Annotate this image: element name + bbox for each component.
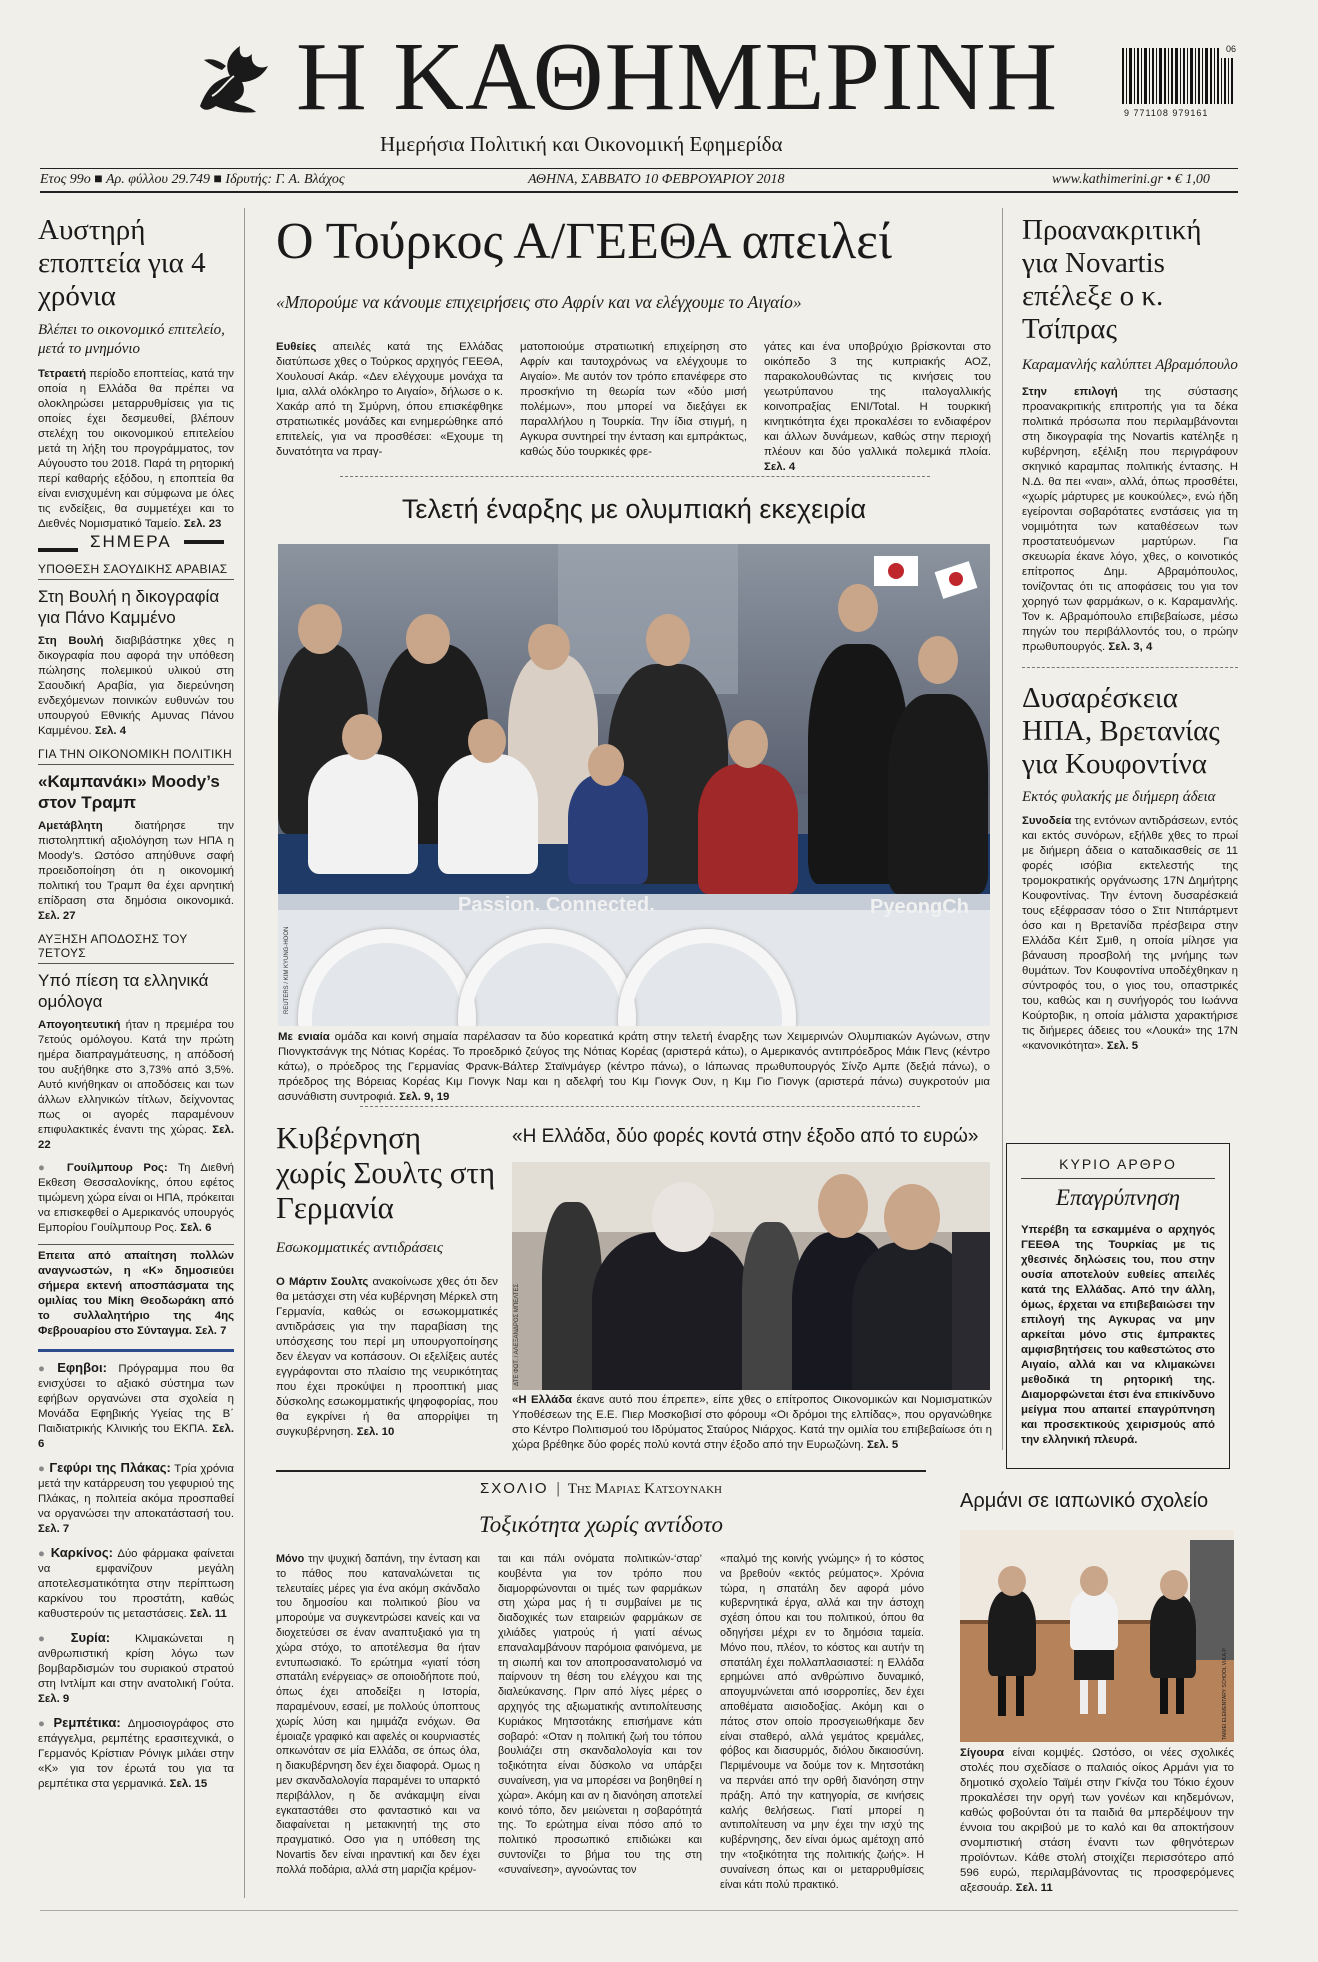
brief-2: ● Γεφύρι της Πλάκας: Τρία χρόνια μετά την κατάρρευση του γεφυριού της Πλάκας, η πολιτεία ακόμα προσπαθεί να οργανώσει την αποκατάστασή του. Σελ. 7 bbox=[38, 1460, 234, 1537]
olympic-title: Τελετή έναρξης με ολυμπιακή εκεχειρία bbox=[401, 494, 867, 524]
today-item-2: ΓΙΑ ΤΗΝ ΟΙΚΟΝΟΜΙΚΗ ΠΟΛΙΤΙΚΗ «Καμπανάκι» Moody’s στον Τραμπ Αμετάβλητη διατήρησε την πιστοληπτική αξιολόγηση των ΗΠΑ η Moody’s. Ωστόσο απηύθυνε σαφή προειδοποίηση ότι η οικονομική πολιτική του Τραμπ θα έχει αρνητική επίδραση στα δημόσια οικονομικά. Σελ. 27 bbox=[38, 747, 234, 922]
olympic-caption: Με ενιαία ομάδα και κοινή σημαία παρέλασαν τα δύο κορεατικά κράτη στην τελετή έναρξης των Χειμερινών Ολυμπιακών Αγώνων, στην Πιονγκτσάνγκ της Νότιας Κορέας. Το προεδρικό ζεύγος της Νότιας Κορέας (αριστερά κάτω), ο Αμερικανός αντιπρόεδρος Μάικ Πενς (κέντρο κάτω), ο πρόεδρος της Γερμανίας Φρανκ-Βάλτερ Σταϊνμάγερ (κέντρο πάνω), ο Ιάπωνας πρωθυπουργός Σίνζο Αμπε (δεξιά πάνω), ο πρόεδρος της Βόρειας Κορέας Κιμ Γιονγκ Ναμ και η αδελφή του Κιμ Γιονγκ Ουν, η Κιμ Γιο Γιονγκ (αριστερά πάνω) συγκροτούν μια ασυνάθιστη συντροφιά. Σελ. 9, 19 bbox=[278, 1031, 990, 1103]
main-col-3: γάτες και ένα υποβρύχιο βρίσκονται στο οικόπεδο 3 της κυπριακής ΑΟΖ, παρακολουθώντας τις κινήσεις του γεωτρύπανου της ιταλογαλλικής κοινοπραξίας ENI/Total. Η τουρκική κινητικότητα έχει προκαλέσει το ενδιαφέρον και άλλων δυνάμεων, καθώς στην περιοχή πλέουν και δύο γαλλικά πολεμικά πλοία. Σελ. 4 bbox=[764, 341, 991, 473]
brief-3: ● Καρκίνος: Δύο φάρμακα φαίνεται να εμφανίζουν μεγάλη αποτελεσματικότητα στην περίπτωση καρκίνου του προστάτη, καθώς καθυστερούν τις μεταστάσεις. Σελ. 11 bbox=[38, 1545, 234, 1622]
today-label: ΣΗΜΕΡΑ bbox=[90, 532, 172, 551]
main-subhead: «Μπορούμε να κάνουμε επιχειρήσεις στο Αφρίν και να ελέγχουμε το Αιγαίο» bbox=[276, 292, 802, 312]
germany-subtitle: Εσωκομματικές αντιδράσεις bbox=[276, 1240, 443, 1256]
moscovici-title: «Η Ελλάδα, δύο φορές κοντά στην έξοδο από το ευρώ» bbox=[512, 1126, 979, 1147]
masthead-subtitle: Ημερήσια Πολιτική και Οικονομική Εφημερίδα bbox=[380, 132, 783, 156]
brief-1: ● Εφηβοι: Πρόγραμμα που θα ενισχύσει το αξιακό σύστημα των εφήβων οργανώνει στα σχολεία η Μονάδα Εφηβικής Υγείας της Β΄ Παιδιατρικής Κλινικής του ΕΚΠΑ. Σελ. 6 bbox=[38, 1360, 234, 1452]
today-item-1: ΥΠΟΘΕΣΗ ΣΑΟΥΔΙΚΗΣ ΑΡΑΒΙΑΣ Στη Βουλή η δικογραφία για Πάνο Καμμένο Στη Βουλή διαβιβάστηκε χθες η δικογραφία που αφορά την υπόθεση πώλησης πολεμικού υλικού στη Σαουδική Αραβία, για διερεύνηση ενδεχόμενων ποινικών ευθυνών του υπουργού Εθνικής Αμυνας Πάνου Καμμένου. Σελ. 4 bbox=[38, 562, 235, 737]
left-column bbox=[38, 214, 234, 1792]
comment-title: Τοξικότητα χωρίς αντίδοτο bbox=[479, 1512, 723, 1537]
left-lead-subtitle: Βλέπει το οικονομικό επιτελείο, μετά το μνημόνιο bbox=[38, 322, 225, 357]
armani-photo-credit: TAIMEI ELEMENTARY SCHOOL VIA A.P. bbox=[1222, 1647, 1228, 1740]
moscovici-caption: «Η Ελλάδα έκανε αυτό που έπρεπε», είπε χθες ο επίτροπος Οικονομικών και Νομισματικών Υποθέσεων της Ε.Ε. Πιερ Μοσκοβισί στο φόρουμ «Οι δρόμοι της ελπίδας», που οργανώθηκε στο Κέντρο Πολιτισμού του Ιδρύματος Σταύρος Νιάρχος. Κατά την ομιλία του επιβεβαίωσε ότι η χώρα βρέθηκε δύο φορές πολύ κοντά στην έξοδο από την Ευρωζώνη. Σελ. 5 bbox=[512, 1394, 992, 1451]
editorial-box bbox=[1006, 1143, 1230, 1469]
today-item-3: ΑΥΞΗΣΗ ΑΠΟΔΟΣΗΣ ΤΟΥ 7ΕΤΟΥΣ Υπό πίεση τα ελληνικά ομόλογα Απογοητευτική ήταν η πρεμιέρα του 7ετούς ομόλογου. Κατά την πρώτη ημέρα διαπραγμάτευσης, η απόδοσή του αυξήθηκε στο 3,73% από 3,5%. Αυτό κινήθηκαν οι αποδόσεις και των άλλων ελληνικών τίτλων, δείχνοντας πως οι αγορές παραμένουν επιφυλακτικές έναντι της χώρας. Σελ. 22 bbox=[38, 932, 234, 1151]
main-col-1: Ευθείες απειλές κατά της Ελλάδας διατύπωσε χθες ο Τούρκος αρχηγός ΓΕΕΘΑ, Χουλουσί Ακάρ. «Δεν ελέγχουμε μονάχα τα Ιμια, αλλά ολόκληρο το Αιγαίο», δήλωσε ο κ. Χακάρ από τη Σμύρνη, όπου επισκέφθηκε στρατιωτικές μονάδες και ενημερώθηκε από επιτελείς, για να προσθέσει: «Εχουμε τη δυνατότητα να πραγ- bbox=[276, 341, 503, 458]
price: € 1,00 bbox=[1174, 172, 1210, 187]
germany-text: Ο Μάρτιν Σουλτς ανακοίνωσε χθες ότι δεν θα μετάσχει στη νέα κυβέρνηση Μέρκελ στη Γερμανία, καθώς οι εσωκομματικές αντιδράσεις για την παραβίαση της υπόσχεσης του περί μη υπουργοποίησης δεν έλεγαν να κοπάσουν. Οι εξελίξεις αυτές εγγράφονται στο πλαίσιο της νευρικότητας που έχει προκύψει η προοπτική μιας δύσκολης εσωκομματικής ψηφοφορίας, που θα εγκρίνει ή θα απορρίψει τη συγκυβέρνηση. Σελ. 10 bbox=[276, 1276, 498, 1438]
comment-col-3: «παλμό της κοινής γνώμης» ή το κόστος να βρεθούν «εκτός ρεύματος». Χρόνια τώρα, η σπατάλη δεν αφορά μόνο κυβερνητικά έργα, αλλά και την άστοχη σχέση όπου και του πολιτικού, όπου θα οδηγήσει μέχρι εν το δημόσια ταμεία. Μόνο που, πλέον, το κόστος και αυτήν τη σπατάλη έχει πολλαπλασιαστεί: η Ελλάδα ερημώνει από ανθρώπινο δυναμικό, απογυμνώνεται από ισορροπίες, δεν έχει αποθέματα αισιοδοξίας. Ακόμη και ο πάτος στον οποίο προσγειωθήκαμε δεν είναι σταθερό, αλλά γεμάτος κρεμάλες, φόβος και διασυρμός, διόλου δικαιοσύνη. Περιμένουμε να δούμε τον κ. Μητσοτάκη να περνάει από την ορθή διανόηση στην πράξη. Από την κατηγορία, σε κινήσεις καλής θελήσεως. Γιατί μπορεί η αντιπολίτευση να μην έχει την ισχύ της κυβέρνησης, δεν είναι όμως αμέτοχη από την «τοξικότητα της πολιτικής ζωής». Η συναίνεση όπως και οι μεταρρυθμίσεις είναι κάτι πολύ πρακτικό. bbox=[720, 1553, 924, 1891]
theodorakis-note: Επειτα από απαίτηση πολλών αναγνωστών, η «Κ» δημοσιεύει σήμερα εκτενή αποσπάσματα της ομιλίας του Μίκη Θεοδωράκη από το συλλαλητήριο της 4ης Φεβρουαρίου στο Σύνταγμα. Σελ. 7 bbox=[38, 1250, 234, 1337]
armani-text: Σίγουρα είναι κομψές. Ωστόσο, οι νέες σχολικές στολές που σχεδίασε ο παλαιός οίκος Αρμάνι για το δημοτικό σχολείο Ταϊμέι στην Γκίνζα του Τόκιο έχουν προκαλέσει την οργή των γονέων και κηδεμόνων, καθώς φοβούνται ότι τα παιδιά θα μπερδέψουν την έννοια του ακριβού με το καλό και θα αποκτήσουν σνομπιστική στάση έναντι των φθηνότερων προϊόντων. Κάθε στολή στοιχίζει περισσότερο από 596 ευρώ, περιλαμβάνοντας τις προσφερόμενες αξεσουάρ. Σελ. 11 bbox=[960, 1747, 1234, 1894]
issue-date: ΑΘΗΝΑ, ΣΑΒΒΑΤΟ 10 ΦΕΒΡΟΥΑΡΙΟΥ 2018 bbox=[528, 172, 785, 187]
today-item-3-title: Υπό πίεση τα ελληνικά ομόλογα bbox=[38, 971, 209, 1011]
issue-web-price: www.kathimerini.gr • € 1,00 bbox=[1052, 172, 1210, 187]
brief-4: ● Συρία: Κλιμακώνεται η ανθρωπιστική κρίση λόγω των βομβαρδισμών του συριακού στρατού στη Ιντλίμπ και στην ανατολική Γούτα. Σελ. 9 bbox=[38, 1630, 234, 1707]
editorial-label: ΚΥΡΙΟ ΑΡΘΡΟ bbox=[1059, 1156, 1177, 1172]
right-column bbox=[1022, 214, 1238, 1054]
left-lead-text: Τετραετή περίοδο εποπτείας, κατά την οποία η Ελλάδα θα πρέπει να ολοκληρώσει μεταρρυθμίσεις για τις οποίες έχει δεσμευθεί, βλέπουν στελέχη του οικονομικού επιτελείου μετά τη λήξη του προγράμματος, τον Αύγουστο του 2018. Παρά τη ρητορική περί καθαρής εξόδου, η εποπτεία θα είναι ενισχυμένη και σύμφωνα με όλες τις ενδείξεις, θα συμμετέχει και το Διεθνές Νομισματικό Ταμείο. Σελ. 23 bbox=[38, 368, 234, 530]
moscovici-photo-credit: ΔΤΕ ΦΩΤ. / ΑΛΕΞΑΝΔΡΟΣ ΜΠΕΛΤΕΣ bbox=[514, 1283, 520, 1386]
comment-col-1: Μόνο την ψυχική δαπάνη, την ένταση και το πάθος που καταναλώνεται τις τελευταίες μέρες για ένα ακόμη σκάνδαλο του δημοσίου και πολιτικού βίου να μπορούμε να συγκεντρώσει κανείς και να διοχετεύσει σε έναν αναπτυξιακό για τη χώρα στόχο, το αποτέλεσμα θα ήταν εντυπωσιακό. Το ερώτημα «γιατί τόση σπατάλη ενέργειας» σε οποιοδήποτε πού, όπως έχει αποδείξει η Ιστορία, παραμένουν, εσαεί, με πολλούς ύποπτους χωρίς λύση και ημιμάζα ενόχων. Θα έμοιαζε γραφικό και αφελές οι κουρνιαστές οπκωνόταν σε μία Ελλάδα, σε όπως όλα, η διακυβέρνηση δεν έχει διαφορά. Ομως η μεν σκανδαλολογία παραμένει το υπαρκτό περιβάλλον, η δε ανάκαμψη είναι εγκαταστάθει στο φανταστικό και να διαφαίνεται η μετακινητή της στο πραγματικό. Οσο για η υπόθεση της Novartis δεν είναι ιηραντική και δεν έχει πολλά ποδάρια, αλλά στη μαριζία κρέμον- bbox=[276, 1553, 480, 1876]
brief-5: ● Ρεμπέτικα: Δημοσιογράφος στο επάγγελμα, ρεμπέτης ερασιτεχνικά, ο Γερμανός Κρίστιαν Ρόνιγκ μιλάει στην «Κ» για τον έρωτά του για τα ρεμπέτικα στα γερμανικά. Σελ. 15 bbox=[38, 1715, 234, 1792]
today-item-1-title: Στη Βουλή η δικογραφία για Πάνο Καμμένο bbox=[38, 587, 220, 627]
moscovici-photo bbox=[512, 1162, 990, 1390]
editorial-text: Υπερέβη τα εσκαμμένα ο αρχηγός ΓΕΕΘΑ της Τουρκίας με τις χθεσινές δηλώσεις του, που στην ουσία αποτελούν ευθείες απειλές κατά της Ελλάδας. Από την άλλη, όμως, έρχεται να επιβεβαιώσει την επιλογή της Αγκυρας να μην αρκείται μόνο στις έμπρακτες αμφισβητήσεις του καθεστώτος στο Αιγαίο, αλλά και να κλιμακώνει μεθοδικά τη ρητορική της. Διαμορφώνεται έτσι ένα επικίνδυνο μείγμα που απαιτεί επαγρύπνηση και προσεκτικούς χειρισμούς από την ελληνική πλευρά. bbox=[1021, 1224, 1215, 1446]
today-item-2-title: «Καμπανάκι» Moody’s στον Τραμπ bbox=[38, 772, 220, 812]
koufontina-subtitle: Εκτός φυλακής με διήμερη άδεια bbox=[1022, 789, 1216, 805]
masthead-title: Η ΚΑΘΗΜΕΡΙΝΗ bbox=[296, 23, 1059, 131]
editorial-title: Επαγρύπνηση bbox=[1055, 1185, 1181, 1210]
koufontina-title: Δυσαρέσκεια ΗΠΑ, Βρετανίας για Κουφοντίνα bbox=[1022, 682, 1220, 780]
issue-number: Αρ. φύλλου 29.749 bbox=[105, 172, 210, 187]
brief-goulimpour: ● Γουίλμπουρ Ρος: Τη Διεθνή Εκθεση Θεσσαλονίκης, όπου εφέτος τιμώμενη χώρα είναι οι ΗΠΑ, πρόκειται να επισκεφθεί ο Αμερικανός υπουργός Εμπορίου Γουίλμπουρ Ρος. Σελ. 6 bbox=[38, 1161, 234, 1236]
issue-info: Ετος 99ο ■ Αρ. φύλλου 29.749 ■ Ιδρυτής: Γ. Α. Βλάχος bbox=[40, 172, 345, 187]
photo-sign-1: Passion. Connected. bbox=[458, 894, 655, 916]
novartis-title: Προανακριτική για Novartis επέλεξε ο κ. Τσίπρας bbox=[1022, 214, 1202, 345]
germany-title: Κυβέρνηση χωρίς Σουλτς στη Γερμανία bbox=[276, 1120, 496, 1225]
website-link[interactable]: www.kathimerini.gr bbox=[1052, 172, 1163, 187]
comment-col-2: ται και πάλι ονόματα πολιτικών-‘σταρ’ κουβέντα για τον τρόπο που διαμορφώνονται οι τιμές των φαρμάκων στη χώρα μας ή τι συμβαίνει με τις διαδοχικές των εταιρειών φαρμάκων σε χιλιάδες γιατρούς ή γιατί αένως επαναλαμβάνουν παρόμοια φαινόμενα, με τη σιωπή και τον αποπροσανατολισμό να παίρνουν τη θέση του ελέγχου και της διαλεύκανσης. Πριν από λίγες μέρες ο αρχηγός της αξιωματικής αντιπολίτευσης Κυριάκος Μητσοτάκης επισήμανε κάτι σοβαρό: «Οταν η πολιτική ζωή του τόπου βουλιάζει στη σκανδαλολογία και τον τοξικότητα είναι δύσκολο να υπάρξει συναίνεση, για να μπορέσει να βοηθηθεί η χώρα». Ακόμη και αν η διανόηση αποτελεί κοινό τόπο, δεν μειώνεται η σοβαρότητά της. Το ερώτημα είναι πόσο από το πολιτικό προσωπικό επιδιώκει και συντονίζει το βήμα του της στη «συναίνεση», αγνοώντας τον bbox=[498, 1553, 702, 1876]
issue-year: Ετος 99ο bbox=[40, 172, 91, 187]
left-lead-title: Αυστηρή εποπτεία για 4 χρόνια bbox=[38, 214, 206, 312]
armani-title: Αρμάνι σε ιαπωνικό σχολείο bbox=[960, 1490, 1209, 1512]
koufontina-text: Συνοδεία της εντόνων αντιδράσεων, εντός και εκτός συνόρων, εξήλθε χθες το πρωί με διήμερη άδεια ο καταδικασθείς σε 11 φορές ισόβια εκτελεστής της τρομοκρατικής οργάνωσης 17Ν Δημήτρης Κουφοντίνας. Την έντονη δυσαρέσκειά τους εξέφρασαν τόσο ο Στιτ Ντιπάρτμεντ όσο και η Βρετανίδα πρέσβειρα στην Ελλάδα Κέιτ Σμιθ, η οποία μίλησε για βάναυση προσβολή της μνήμης των θυμάτων. Τον Κουφοντίνα υποδέχθηκαν η σύντροφός του, ο γιος του, οπαστρικές του, καθώς και η συνήγορός του Ιωάννα Κούρτοβικ, η οποία μάλιστα χαρακτήρισε τις διήμερες άδειες του «Λουκά» της 17Ν «κανονικότητα». Σελ. 5 bbox=[1022, 815, 1238, 1052]
comment-label: ΣΧΟΛΙΟ bbox=[480, 1480, 549, 1497]
barcode-digits: 9 771108 979161 bbox=[1124, 108, 1209, 118]
issue-founder: Ιδρυτής: Γ. Α. Βλάχος bbox=[225, 172, 345, 187]
comment-header: ΣΧΟΛΙΟ | Της Μαριας Κατσουνακη bbox=[480, 1480, 722, 1497]
olympic-photo-credit: REUTERS / KIM KYUNG-HOON bbox=[284, 926, 290, 1014]
novartis-subtitle: Καραμανλής καλύπτει Αβραμόπουλο bbox=[1022, 357, 1238, 373]
main-col-2: ματοποιούμε στρατιωτική επιχείρηση στο Αφρίν και ταυτοχρόνως να ελέγχουμε το Αιγαίο». Με αυτόν τον τρόπο επανέφερε στο προσκήνιο τη θεωρία των «δύο μισή πολέμων», που μπορεί να διεξάγει εκ παραλλήλου η Τουρκία. Την ίδια στιγμή, η Αγκυρα συντηρεί την ένταση και εμπράκτως, καθώς δύο τουρκικές φρε- bbox=[520, 341, 747, 458]
photo-sign-2: PyeongCh bbox=[870, 896, 969, 918]
novartis-text: Στην επιλογή της σύστασης προανακριτικής επιτροπής για τα δέκα πολιτικά πρόσωπα που περιλαμβάνονται στη δικογραφία της Novartis κατέληξε η κυβέρνηση, εξέλιξη που περιγράφουν σκηνικό καραμπας πολιτικής έντασης. Η Ν.Δ. θα πει «ναι», αλλά, όπως προσθέτει, «χωρίς μάρτυρες με κουκούλες», ενώ ήδη εγείρονται σοβαρότατες ενστάσεις για τη νομιμότητα των καταθέσεων των προστατευόμενων μαρτύρων. Για σκευωρία έκανε λόγο, χθες, ο κοινοτικός επίτροπος Δημ. Αβραμόπουλος, τονίζοντας ότι τις αποφάσεις του για τον χορηγό των φαρμάκων, ο κ. Καραμανλής. Τον κ. Αβραμόπουλο επιβεβαίωσε, μέσω πηγών του περιβάλλοντός του, ο πρώην πρωθυπουργός. Σελ. 3, 4 bbox=[1022, 386, 1238, 653]
comment-author: Της Μαριας Κατσουνακη bbox=[567, 1481, 722, 1497]
griffin-logo bbox=[190, 36, 276, 122]
armani-photo bbox=[960, 1530, 1234, 1742]
main-headline: Ο Τούρκος Α/ΓΕΕΘΑ απειλεί bbox=[276, 213, 892, 270]
barcode-icon bbox=[1120, 46, 1240, 116]
olympic-photo bbox=[278, 544, 990, 1026]
barcode-top-number: 06 bbox=[1226, 44, 1237, 54]
